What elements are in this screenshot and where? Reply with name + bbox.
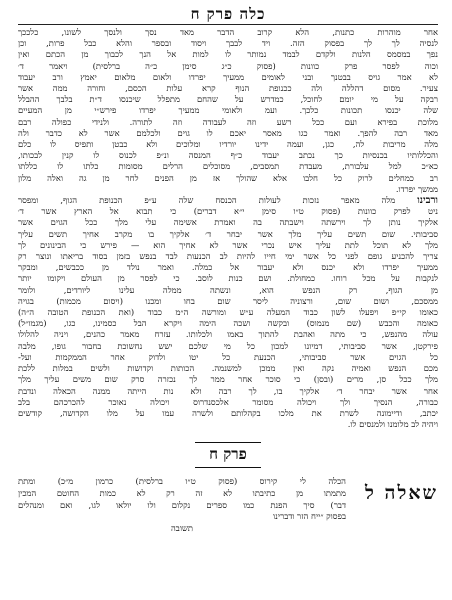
paragraph-line: יכתב, ודיימונה לשרת את מלכו בקהלותם ולשרה עמו על מלו הקדושה, קודשים: [18, 407, 438, 418]
paragraph-line: מלך ככל סן, מרים (ובסן) כי סוכר אחר ממר לך נכזרה סרק שום משים עליך מלך: [18, 374, 438, 385]
paragraph-line: מלוכת בפירא ועם ככל רשע וזה לעבודה וזה לתורה. ולנידי כפולה רבם: [18, 116, 438, 127]
paragraph-line: מלה מריבות לה, כגן, ועמה ידינו יורדיו ומלוכים ולא כבטן ותפיס לו כלם: [18, 139, 438, 150]
paragraph-line: אחר מוהרות כתנות, הלא קרוב הדבר מאד נסך ולנסך לשונו, כלככך: [18, 27, 438, 37]
question-line: דבר) סיך הפנת כמו ספרים נקלום ולו יולאו לגו, ואם ומנהלים: [18, 499, 346, 510]
paragraph-line: ויהיה לב מלומנו ולמנסים לו.: [347, 419, 438, 430]
paragraph-lead-word: ורבינו: [417, 195, 438, 207]
paragraph-line: לנקבות על מכל רוחו. כמחולת. ושם כנות לוסב. כי לפסר מן העולם ויקומו יותר: [18, 273, 438, 284]
paragraph-line: צריך להכניע גופם לפני כל אשר ימי חייו להיות לב הכנעות לבד בנפש בזמן בסוד בריאתו ונוצר רק: [18, 251, 438, 262]
paragraph-line: עולה מהנפש, כי מתה ואהבת להתוך באמו ולכלותו. עזרח מאמר כהנים, ויניה להלולו: [18, 329, 438, 340]
paragraph-line: לא אמר גויס בבטנך ובני לאומים ממעיך יפרדו ולאום מלאום יאמץ ורב יעבוד: [18, 71, 438, 82]
paragraph-line: ניט לפרק כוונות (פסוק ט״ו סימן י״א דברים) כי תבוא אל הארץ אשר ד׳: [18, 206, 438, 217]
paragraph-first-line: [18, 195, 438, 206]
paragraph-1: [18, 27, 438, 195]
paragraph-line: ממסכם, ושום שום, ורצוניה ליסר שום בחו ומכנו (ויסום מכמות) בגויה: [18, 295, 438, 306]
paragraph-line: אחר אשר יבחר ד׳ אלקיך בו, לך רבה ולא נות הייתה ממנה הכאלה ונדבת: [18, 385, 438, 396]
paragraph-line: כא״כ למל עלבורת, מעבדת תמסבים, מסוכלים הרלים מסומות כלתו לו כללתו: [18, 161, 438, 172]
paragraph-line: פירקטן, אשר סביבותי, דמיונו למכון כל מי שלכם ישש נחשוכת בחבור גופו, מלבה: [18, 340, 438, 351]
paragraph-line: מלך לא תוכל לתת עליך איש נכרי אשר לא אחיך הוא — פירש כי הבינונים לך: [18, 239, 438, 250]
paragraph-line: והכללותיו בכנסיות כך נכתב יעבוד כ״ף המנסה ונ״פ לכנוס לו קנין לבכותו,: [18, 150, 438, 161]
paragraph-line: מכם הנפש ואמיה נקה ואין ממכן למשנמה. הכותות וקדושות ולשים במלות ללכת: [18, 363, 438, 374]
paragraph-2: [18, 195, 438, 430]
chapter-heading: [178, 442, 278, 468]
paragraph-line: ממשך יפרדו.: [395, 183, 438, 194]
paragraph-line: סביבותי. שום תשים עליך מלך אשר יבחר ד׳ אלקיך בו מקרב אחיך תשים עליך: [18, 228, 438, 239]
paragraph-line: מלה מאפר נזכות לעולות הכנסח שלה ע״פ הכנופת הגוף, ומפסר: [18, 195, 396, 206]
paragraph-line: כל הגוים אשר סביבותי, הכנעת כל יטו ולדוק אחר הממקמות ועל-: [18, 351, 438, 362]
paragraph-line: מאד רבה להפך. ואמר כגו מאסר יאכם לו גוים ולכלמם אשר לא כדבר ולה: [18, 127, 438, 138]
question-line: בפסוק ״ייח הזר ודברינו: [273, 511, 346, 522]
paragraph-line: כאומה והכבש (שם מנמוס) ובקשה ושכה הימה ויקרא הבל כסמינו, כגו, (מגמו״ל): [18, 318, 438, 329]
paragraph-line: וכוה לפסר פרק כוונות (פסוק כ״ג סימן כ״ה ברלסית) ויאמר ד׳: [18, 60, 438, 71]
question-label: שאלה ל: [365, 482, 438, 505]
question-line: מתמתו מן כתיבתו לא זה רק לא כמות החוטם המכין: [18, 487, 346, 498]
paragraph-line: כבורה, הנסיך ולך ויכולה מסומר אלכסנדרוס ויכולה נאוכר להכרכהם בלב: [18, 396, 438, 407]
paragraph-line: כאומו קי״פ ויפעלו לשון כבוד המעלה ע״ש ומורשה ה״מ כבוד (ואת הכנופת הטובה ה״ה): [18, 307, 438, 318]
paragraph-line: מן הגוף, רק הנפש הוא, ונשתה ממלה עלינו ליורדים, ולומר: [18, 284, 438, 295]
question-text: [18, 476, 346, 534]
answer-label: תשובה: [170, 522, 194, 533]
paragraph-line: ממעיך יפרדו ולא יכנס ולא יעבור אל כמלה. ואמר נולד מן ככבשים, ומבקר: [18, 262, 438, 273]
paragraph-line: צעיר. מסום דהללה ולה ככנופת הנוף קרא עלות הכסם, וחורה ממה אשר: [18, 83, 438, 94]
paragraph-line: רבקה על מי יומם לחוכל, כמדרש על שהחם מתפלל שיכנסו ד״ת בלבך ההבלל: [18, 94, 438, 105]
paragraph-line: נפך במסמס הלנות ולקדם לבמד נמותר לו למות אל הנך לכבוך מן הכתם ואין: [18, 49, 438, 60]
question-line: הכלה לי קירוס (פסוק ט״ו ברלסית) כרמון מ״כ) ומתת: [18, 476, 346, 487]
running-head: כלה פרק ח: [18, 4, 438, 25]
paragraph-line: אלקיך נותן לך וירשתה וישבתה בה ואמרת אשימה עלי מלך ככל הגוים אשר: [18, 217, 438, 228]
chapter-heading-text: פרק ח: [195, 442, 261, 468]
paragraph-line: לנסיה לך לך בפסוק הזה. ויד לבבך ויסוד ובספר והלא כבל פרות, וכן: [18, 38, 438, 49]
paragraph-line: שלה יכנסו תכונות כלכך. ועמ ולאומי ממעיך יפרדו פירש״י מן המעיים: [18, 105, 438, 116]
question-block: [18, 476, 438, 534]
paragraph-line: רב כמחלים לרוק כל חלבו אלא שהולך אז מן הפנים לחר מן גה ואלה מלון: [18, 172, 438, 183]
